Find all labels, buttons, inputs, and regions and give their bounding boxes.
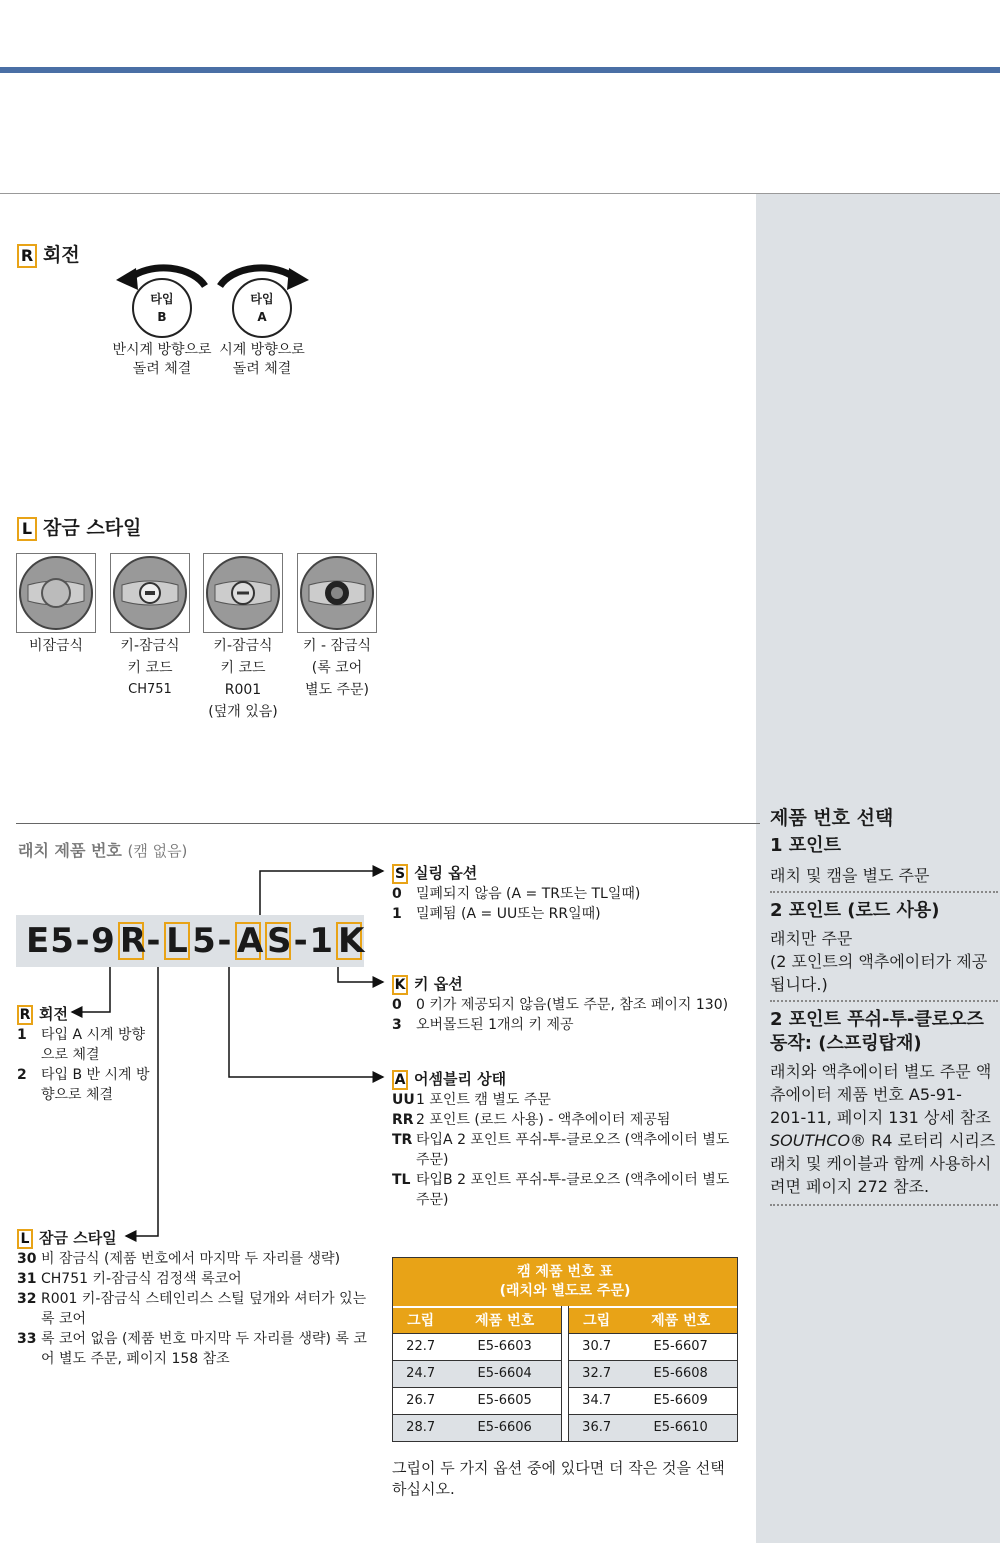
type-a-caption-2: 돌려 체결	[232, 361, 292, 377]
lock-item-non-locking	[16, 553, 96, 657]
lock-item-no-core	[297, 553, 377, 701]
part-number-note: (캠 없음)	[127, 842, 188, 860]
top-accent-bar	[0, 67, 1000, 73]
no-core-lock-image	[297, 553, 377, 633]
rotation-title: 회전	[43, 244, 80, 266]
type-b-knob	[132, 278, 192, 338]
table-row: 34.7 E5-6609	[569, 1387, 737, 1414]
list-item: 32 R001 키-잠금식 스테인리스 스틸 덮개와 셔터가 있는 록 코어	[17, 1290, 367, 1327]
seal-title: S 실링 옵션	[392, 862, 752, 884]
sidebar-heading: 제품 번호 선택	[770, 807, 894, 829]
key-options	[392, 973, 752, 1035]
non-locking-image	[16, 553, 96, 633]
list-item: TL 타입B 2 포인트 푸쉬-투-클로오즈 (액추에이터 별도 주문)	[392, 1171, 730, 1208]
part-number-title: 래치 제품 번호 (캠 없음)	[18, 841, 188, 860]
key-title: K 키 옵션	[392, 973, 752, 995]
list-item: 3 오버몰드된 1개의 키 제공	[392, 1016, 574, 1033]
sidebar-section-2-note: (2 포인트의 액추에이터가 제공됩니다.)	[770, 952, 988, 994]
table-row: 26.7 E5-6605	[393, 1387, 561, 1414]
sidebar-content	[770, 806, 998, 1206]
list-item: 1 타입 A 시계 방향으로 체결	[17, 1026, 146, 1063]
lock-style-title: 잠금 스타일	[43, 517, 142, 539]
lock-item-ch751	[110, 553, 190, 701]
assembly-options	[392, 1068, 732, 1210]
pn-char: -	[217, 921, 233, 961]
pn-char: 5	[192, 921, 217, 961]
table-row: 28.7 E5-6606	[393, 1414, 561, 1441]
pn-char-assembly: A	[237, 921, 265, 961]
lock-item-r001	[203, 553, 283, 723]
lock-item-label: 키-잠금식 키 코드 R001 (덮개 있음)	[208, 638, 278, 720]
lock-options-title: L 잠금 스타일	[17, 1227, 372, 1249]
pn-char: E	[26, 921, 51, 961]
type-b-code: B	[157, 310, 167, 324]
section-divider	[16, 823, 760, 824]
pn-char: -	[293, 921, 309, 961]
table-row: 36.7 E5-6610	[569, 1414, 737, 1441]
assembly-title: A 어셈블리 상태	[392, 1068, 732, 1090]
lock-item-label: 비잠금식	[28, 638, 84, 654]
sidebar-section-2-text: 래치만 주문	[770, 929, 853, 948]
rotation-section-title	[17, 240, 80, 268]
rotation-code: R	[17, 244, 37, 268]
type-a-knob	[232, 278, 292, 338]
part-number-header: 제품 번호	[448, 1307, 561, 1333]
list-item: 0 0 키가 제공되지 않음(별도 주문, 참조 페이지 130)	[392, 996, 729, 1013]
list-item: 31 CH751 키-잠금식 검정색 록코어	[17, 1270, 242, 1287]
table-row: 22.7 E5-6603	[393, 1333, 561, 1360]
pn-char: 5	[50, 921, 75, 961]
sidebar-section-2-title: 2 포인트 (로드 사용)	[770, 900, 940, 921]
type-b-caption-2: 돌려 체결	[132, 361, 192, 377]
pn-char: 1	[309, 921, 334, 961]
list-item: 2 타입 B 반 시계 방향으로 체결	[17, 1066, 150, 1103]
sidebar-section-3-title: 2 포인트 푸쉬-투-클로오즈 동작: (스프링탑재)	[770, 1009, 984, 1054]
lock-style-section-title	[17, 513, 141, 541]
seal-options	[392, 862, 752, 924]
sidebar-section-1-title: 1 포인트	[770, 835, 841, 856]
table-row: 32.7 E5-6608	[569, 1360, 737, 1387]
grip-header: 그립	[393, 1307, 448, 1333]
pn-char-key: K	[337, 921, 366, 961]
list-item: 30 비 잠금식 (제품 번호에서 마지막 두 자리를 생략)	[17, 1250, 341, 1267]
part-number-header: 제품 번호	[624, 1307, 737, 1333]
pn-char-seal: S	[267, 921, 293, 961]
type-b-label: 타입	[150, 292, 174, 306]
grip-header: 그립	[569, 1307, 624, 1333]
type-b-caption-1: 반시계 방향으로	[112, 342, 212, 358]
part-number-code	[16, 915, 364, 967]
r001-lock-image	[203, 553, 283, 633]
lock-style-code: L	[17, 517, 37, 541]
pn-char: -	[146, 921, 162, 961]
rotation-options	[17, 1003, 157, 1105]
type-a-caption-1: 시계 방향으로	[219, 342, 305, 358]
ch751-lock-image	[110, 553, 190, 633]
sidebar-section-3-text: 래치와 액추에이터 별도 주문 액츄에이터 제품 번호 A5-91-201-11, 페이지 131 상세 참조	[770, 1062, 992, 1127]
pn-char-rotation: R	[119, 921, 148, 961]
rotation-type-a	[212, 278, 312, 379]
lock-item-label: 키 - 잠금식 (록 코어 별도 주문)	[302, 638, 372, 698]
list-item: UU 1 포인트 캠 별도 주문	[392, 1091, 551, 1108]
type-a-label: 타입	[250, 292, 274, 306]
sidebar-section-1-text: 래치 및 캠을 별도 주문	[770, 858, 998, 893]
pn-char: 9	[91, 921, 116, 961]
table-row: 24.7 E5-6604	[393, 1360, 561, 1387]
sidebar-section-3-ref: R4 로터리 시리즈 래치 및 케이블과 함께 사용하시려면 페이지 272 참조.	[770, 1131, 996, 1196]
list-item: 0 밀폐되지 않음 (A = TR또는 TL일때)	[392, 885, 641, 902]
pn-char: -	[75, 921, 91, 961]
list-item: RR 2 포인트 (로드 사용) - 액추에이터 제공됨	[392, 1111, 671, 1128]
lock-item-label: 키-잠금식 키 코드 CH751	[120, 638, 180, 697]
lock-options	[17, 1227, 372, 1369]
list-item: 33 록 코어 없음 (제품 번호 마지막 두 자리를 생략) 록 코어 별도 주문, 페이지 158 참조	[17, 1330, 367, 1367]
southco-brand: SOUTHCO®	[770, 1131, 867, 1150]
list-item: 1 밀폐됨 (A = UU또는 RR일때)	[392, 905, 601, 922]
rotation-type-b	[112, 278, 212, 379]
cam-table-note: 그립이 두 가지 옵션 중에 있다면 더 작은 것을 선택하십시오.	[392, 1459, 725, 1498]
pn-char-lock: L	[166, 921, 189, 961]
cam-table-title: 캠 제품 번호 표 (래치와 별도로 주문)	[393, 1258, 737, 1306]
rotation-options-title: R 회전	[17, 1003, 157, 1025]
cam-part-number-table	[392, 1257, 738, 1442]
type-a-code: A	[257, 310, 267, 324]
list-item: TR 타입A 2 포인트 푸쉬-투-클로오즈 (액추에이터 별도 주문)	[392, 1131, 730, 1168]
table-row: 30.7 E5-6607	[569, 1333, 737, 1360]
